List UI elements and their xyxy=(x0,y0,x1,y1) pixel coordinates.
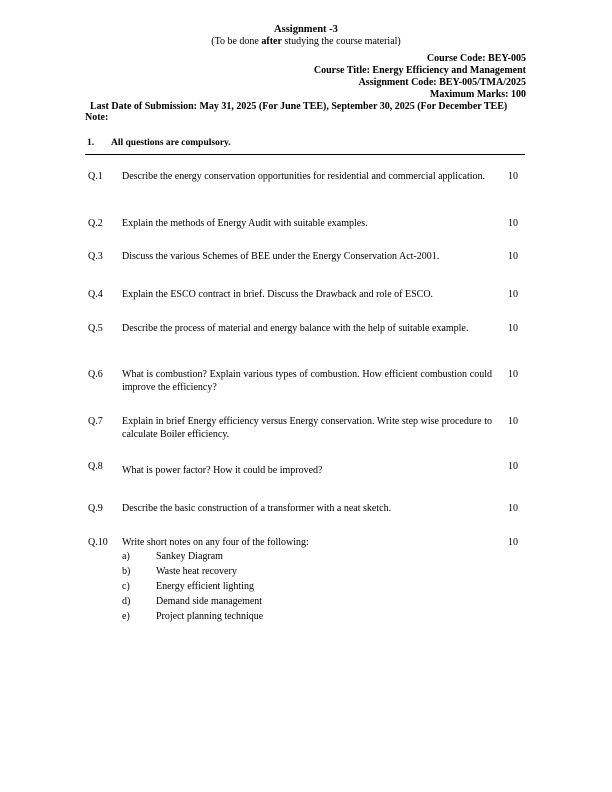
subtitle-bold: after xyxy=(261,36,282,47)
question-text: Describe the energy conservation opportunities for residential and commercial application. xyxy=(122,171,486,182)
submission-deadline: Last Date of Submission: May 31, 2025 (For June TEE), September 30, 2025 (For December TEE) xyxy=(90,101,508,112)
question-text: What is combustion? Explain various types of combustion. How efficient combustion could improve the efficiency? xyxy=(122,369,492,393)
question-number: Q.1 xyxy=(88,171,103,182)
maximum-marks: Maximum Marks: 100 xyxy=(429,89,526,100)
question-marks: 10 xyxy=(508,323,518,334)
question-text: Write short notes on any four of the following: xyxy=(122,537,309,548)
question-text: Describe the basic construction of a transformer with a neat sketch. xyxy=(122,503,392,514)
list-item-text: Demand side management xyxy=(156,596,263,607)
question-number: Q.5 xyxy=(88,323,103,334)
question-number: Q.9 xyxy=(88,503,103,514)
list-item-text: Sankey Diagram xyxy=(156,551,223,562)
question-marks: 10 xyxy=(508,461,518,472)
question-number: Q.10 xyxy=(88,537,108,548)
note-label: Note: xyxy=(85,112,109,123)
question-marks: 10 xyxy=(508,503,518,514)
question-text: Explain in brief Energy efficiency versus Energy conservation. Write step wise procedure to calculate Boiler efficiency. xyxy=(122,416,492,440)
list-item-text: Project planning technique xyxy=(156,611,264,622)
instruction-number: 1. xyxy=(87,138,95,148)
list-item-text: Energy efficient lighting xyxy=(156,581,254,592)
list-item-label: a) xyxy=(122,551,130,562)
question-number: Q.8 xyxy=(88,461,103,472)
question-marks: 10 xyxy=(508,251,518,262)
instruction-text: All questions are compulsory. xyxy=(111,138,231,148)
question-text: Explain the methods of Energy Audit with suitable examples. xyxy=(122,218,368,229)
list-item-text: Waste heat recovery xyxy=(156,566,237,577)
question-marks: 10 xyxy=(508,171,518,182)
question-marks: 10 xyxy=(508,369,518,380)
assignment-title: Assignment -3 xyxy=(274,24,338,35)
question-number: Q.7 xyxy=(88,416,103,427)
question-marks: 10 xyxy=(508,218,518,229)
question-number: Q.3 xyxy=(88,251,103,262)
assignment-code: Assignment Code: BEY-005/TMA/2025 xyxy=(358,77,526,88)
list-item-label: e) xyxy=(122,611,130,622)
subtitle-post: studying the course material) xyxy=(281,36,401,47)
question-number: Q.6 xyxy=(88,369,103,380)
header-divider xyxy=(85,154,525,155)
question-text: Discuss the various Schemes of BEE under the Energy Conservation Act-2001. xyxy=(122,251,440,262)
question-marks: 10 xyxy=(508,416,518,427)
question-text: Explain the ESCO contract in brief. Discuss the Drawback and role of ESCO. xyxy=(122,289,434,300)
course-code: Course Code: BEY-005 xyxy=(426,53,526,64)
question-text: Describe the process of material and energy balance with the help of suitable example. xyxy=(122,323,469,334)
question-text: What is power factor? How it could be improved? xyxy=(122,465,323,476)
subtitle-pre: (To be done xyxy=(211,36,262,47)
question-number: Q.4 xyxy=(88,289,103,300)
assignment-subtitle xyxy=(0,36,612,48)
list-item-label: b) xyxy=(122,566,131,577)
question-marks: 10 xyxy=(508,537,518,548)
list-item-label: c) xyxy=(122,581,130,592)
list-item-label: d) xyxy=(122,596,131,607)
question-marks: 10 xyxy=(508,289,518,300)
question-number: Q.2 xyxy=(88,218,103,229)
course-title: Course Title: Energy Efficiency and Management xyxy=(313,65,526,76)
